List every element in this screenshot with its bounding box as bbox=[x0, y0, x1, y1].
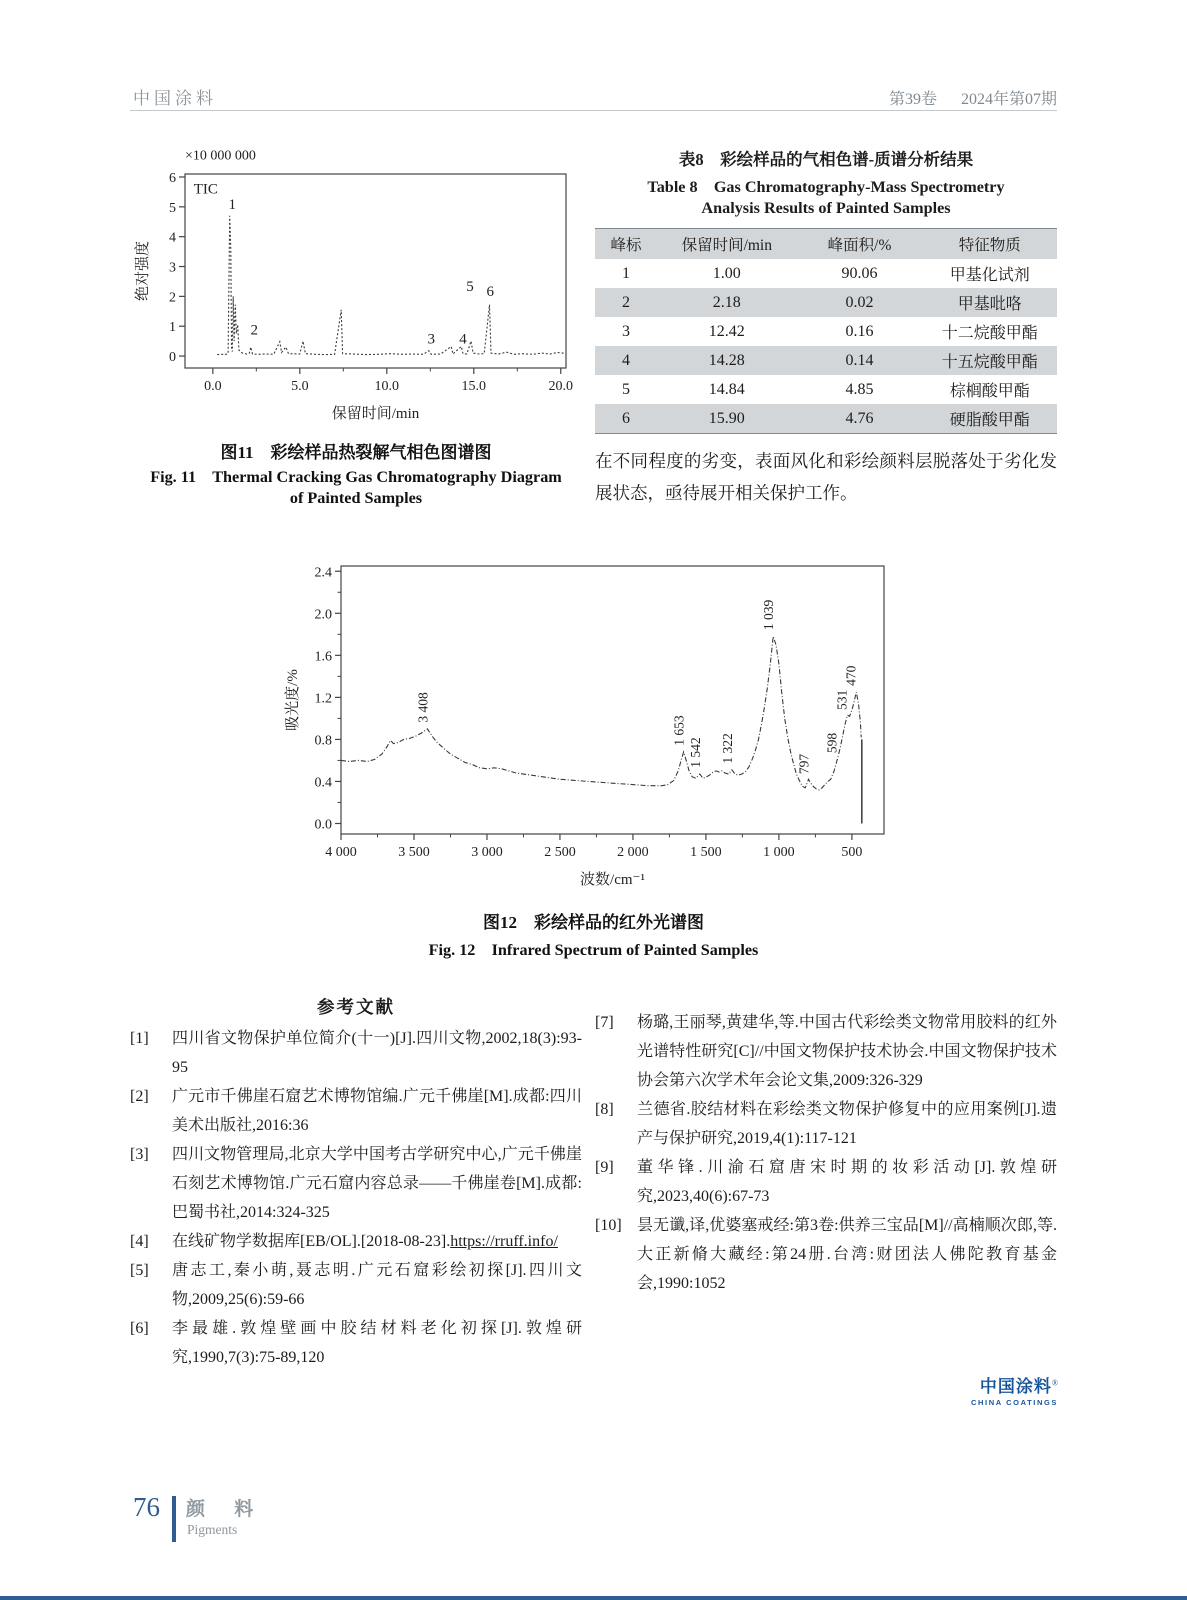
svg-text:2: 2 bbox=[250, 322, 258, 339]
cell-substance: 甲基化试剂 bbox=[949, 267, 1030, 284]
references-heading: 参考文献 bbox=[317, 997, 395, 1017]
reference-number: [5] bbox=[130, 1262, 149, 1279]
svg-text:保留时间/min: 保留时间/min bbox=[331, 406, 420, 422]
table8-title-en-line2: Analysis Results of Painted Samples bbox=[701, 199, 951, 217]
fig12-caption-cn: 图12 彩绘样品的红外光谱图 bbox=[483, 913, 704, 932]
reference-number: [7] bbox=[595, 1014, 614, 1031]
list-item bbox=[595, 1153, 1057, 1211]
svg-text:0.0: 0.0 bbox=[204, 379, 222, 394]
reference-text bbox=[172, 1227, 582, 1256]
svg-text:5.0: 5.0 bbox=[291, 379, 309, 394]
table-row bbox=[595, 288, 1057, 317]
reference-text: 李最雄.敦煌壁画中胶结材料老化初探[J].敦煌研究,1990,7(3):75-89,120 bbox=[172, 1320, 582, 1366]
fig12-caption-en: Fig. 12 Infrared Spectrum of Painted Samples bbox=[428, 941, 759, 959]
svg-text:2 500: 2 500 bbox=[544, 845, 576, 860]
reference-text: 董华锋.川渝石窟唐宋时期的妆彩活动[J].敦煌研究,2023,40(6):67-73 bbox=[637, 1159, 1057, 1205]
table-row bbox=[595, 375, 1057, 404]
table8 bbox=[595, 228, 1057, 434]
reference-url-link[interactable]: https://rruff.info/ bbox=[450, 1233, 558, 1250]
cell-peak: 1 bbox=[621, 264, 630, 282]
cell-retention: 14.84 bbox=[708, 380, 745, 398]
page-bottom-rule bbox=[0, 1596, 1187, 1600]
list-item bbox=[595, 1211, 1057, 1298]
svg-text:TIC: TIC bbox=[193, 181, 218, 198]
svg-text:531: 531 bbox=[834, 689, 850, 710]
reference-number: [1] bbox=[130, 1030, 149, 1047]
cell-peak: 6 bbox=[595, 404, 657, 434]
reference-number: [9] bbox=[595, 1159, 614, 1176]
references-left-column bbox=[130, 1024, 582, 1372]
china-coatings-logo bbox=[958, 1372, 1058, 1407]
svg-text:3 408: 3 408 bbox=[415, 692, 431, 723]
svg-text:波数/cm⁻¹: 波数/cm⁻¹ bbox=[580, 872, 645, 888]
cell-area: 0.02 bbox=[845, 293, 874, 311]
reference-text: 四川省文物保护单位简介(十一)[J].四川文物,2002,18(3):93-95 bbox=[172, 1030, 582, 1076]
svg-text:1 653: 1 653 bbox=[671, 715, 687, 746]
fig11-chromatogram-chart bbox=[133, 144, 580, 445]
table8-title-cn: 表8 彩绘样品的气相色谱-质谱分析结果 bbox=[678, 150, 974, 169]
svg-text:×10 000 000: ×10 000 000 bbox=[185, 148, 256, 164]
cell-substance: 十二烷酸甲酯 bbox=[941, 325, 1038, 342]
svg-text:1 000: 1 000 bbox=[763, 845, 795, 860]
svg-text:470: 470 bbox=[843, 665, 859, 686]
list-item bbox=[130, 1024, 582, 1082]
svg-text:4: 4 bbox=[169, 230, 176, 246]
table8-col-area: 峰面积/% bbox=[797, 229, 923, 260]
table-row bbox=[595, 317, 1057, 346]
cell-retention: 12.42 bbox=[708, 322, 745, 340]
svg-text:4: 4 bbox=[459, 331, 467, 348]
cell-peak: 4 bbox=[621, 351, 630, 369]
svg-text:绝对强度: 绝对强度 bbox=[135, 240, 151, 302]
table-row bbox=[595, 404, 1057, 434]
reference-text: 杨璐,王丽琴,黄建华,等.中国古代彩绘类文物常用胶料的红外光谱特性研究[C]//中国文物保护技术协会.中国文物保护技术协会第六次学术年会论文集,2009:326-329 bbox=[637, 1014, 1057, 1089]
svg-text:1 039: 1 039 bbox=[761, 599, 777, 631]
svg-text:1 500: 1 500 bbox=[690, 845, 722, 860]
svg-text:4 000: 4 000 bbox=[325, 845, 357, 860]
svg-text:1: 1 bbox=[169, 320, 176, 336]
svg-text:1 322: 1 322 bbox=[719, 733, 735, 764]
list-item bbox=[130, 1314, 582, 1372]
svg-text:1.2: 1.2 bbox=[314, 691, 332, 707]
header-rule bbox=[130, 110, 1057, 111]
table8-col-peak: 峰标 bbox=[595, 229, 657, 260]
cell-retention: 15.90 bbox=[657, 404, 797, 434]
cell-area: 4.76 bbox=[797, 404, 923, 434]
section-label-en: Pigments bbox=[187, 1522, 238, 1537]
svg-text:3: 3 bbox=[169, 260, 176, 276]
reference-number: [6] bbox=[130, 1320, 149, 1337]
list-item bbox=[595, 1095, 1057, 1153]
svg-text:3: 3 bbox=[427, 331, 435, 348]
svg-text:2.4: 2.4 bbox=[314, 565, 332, 581]
cell-substance: 甲基吡咯 bbox=[957, 296, 1022, 313]
footer-divider-bar bbox=[172, 1496, 176, 1542]
list-item bbox=[595, 1008, 1057, 1095]
reference-number: [10] bbox=[595, 1217, 622, 1234]
svg-text:2: 2 bbox=[169, 290, 176, 306]
reference-text: 兰德省.胶结材料在彩绘类文物保护修复中的应用案例[J].遗产与保护研究,2019,4(1):117-121 bbox=[637, 1101, 1057, 1147]
svg-text:598: 598 bbox=[824, 732, 840, 754]
cell-retention: 2.18 bbox=[712, 293, 741, 311]
reference-text: 广元市千佛崖石窟艺术博物馆编.广元千佛崖[M].成都:四川美术出版社,2016:36 bbox=[172, 1088, 582, 1134]
svg-text:1 542: 1 542 bbox=[687, 737, 703, 768]
reference-number: [8] bbox=[595, 1101, 614, 1118]
svg-text:0.4: 0.4 bbox=[314, 775, 332, 791]
issue-label: 2024年第07期 bbox=[960, 91, 1057, 108]
svg-text:500: 500 bbox=[841, 845, 863, 860]
table8-header-row bbox=[595, 229, 1057, 260]
logo-text-cn: 中国涂料 bbox=[979, 1377, 1052, 1396]
logo-text-en: CHINA COATINGS bbox=[971, 1398, 1058, 1407]
cell-retention: 14.28 bbox=[708, 351, 745, 369]
svg-text:3 500: 3 500 bbox=[398, 845, 430, 860]
page-number: 76 bbox=[133, 1492, 160, 1522]
reference-text: 昙无谶,译,优婆塞戒经:第3卷:供养三宝品[M]//高楠顺次郎,等.大正新脩大藏经:第24册.台湾:财团法人佛陀教育基金会,1990:1052 bbox=[637, 1217, 1057, 1292]
volume-label: 第39卷 bbox=[888, 91, 937, 108]
journal-name-header: 中国涂料 bbox=[133, 89, 217, 108]
section-label-cn: 颜 料 bbox=[186, 1499, 266, 1520]
svg-text:6: 6 bbox=[486, 283, 495, 300]
list-item bbox=[130, 1227, 582, 1256]
table-row bbox=[595, 259, 1057, 288]
svg-text:2.0: 2.0 bbox=[314, 607, 332, 623]
svg-text:0.8: 0.8 bbox=[314, 733, 332, 749]
svg-text:15.0: 15.0 bbox=[461, 379, 487, 394]
svg-text:吸光度/%: 吸光度/% bbox=[285, 669, 301, 731]
cell-peak: 2 bbox=[621, 293, 630, 311]
svg-text:10.0: 10.0 bbox=[374, 379, 400, 394]
table-row bbox=[595, 346, 1057, 375]
cell-substance: 十五烷酸甲酯 bbox=[941, 354, 1038, 371]
fig12-infrared-spectrum-chart bbox=[283, 552, 900, 909]
cell-retention: 1.00 bbox=[712, 264, 741, 282]
cell-area: 0.14 bbox=[845, 351, 874, 369]
list-item bbox=[130, 1140, 582, 1227]
fig11-caption-en-line2: of Painted Samples bbox=[289, 489, 423, 507]
list-item bbox=[130, 1082, 582, 1140]
svg-text:5: 5 bbox=[169, 200, 176, 216]
table8-col-retention: 保留时间/min bbox=[657, 229, 797, 260]
reference-text-part: 在线矿物学数据库[EB/OL].[2018-08-23]. bbox=[172, 1233, 451, 1250]
cell-substance: 棕榈酸甲酯 bbox=[949, 383, 1030, 400]
svg-text:20.0: 20.0 bbox=[548, 379, 574, 394]
svg-text:2 000: 2 000 bbox=[617, 845, 649, 860]
reference-number: [4] bbox=[130, 1233, 149, 1250]
cell-peak: 3 bbox=[621, 322, 630, 340]
references-right-column bbox=[595, 1008, 1057, 1298]
list-item bbox=[130, 1256, 582, 1314]
cell-area: 4.85 bbox=[845, 380, 874, 398]
svg-text:1.6: 1.6 bbox=[314, 649, 332, 665]
reference-number: [3] bbox=[130, 1146, 149, 1163]
fig11-caption-en-line1: Fig. 11 Thermal Cracking Gas Chromatography Diagram bbox=[150, 468, 562, 486]
cell-area: 0.16 bbox=[845, 322, 874, 340]
reference-number: [2] bbox=[130, 1088, 149, 1105]
svg-text:6: 6 bbox=[169, 170, 176, 186]
svg-text:1: 1 bbox=[228, 197, 237, 214]
fig11-caption-cn: 图11 彩绘样品热裂解气相色图谱图 bbox=[220, 443, 492, 462]
svg-text:5: 5 bbox=[466, 279, 474, 295]
cell-area: 90.06 bbox=[841, 264, 878, 282]
cell-substance: 硬脂酸甲酯 bbox=[922, 404, 1057, 434]
svg-text:3 000: 3 000 bbox=[471, 845, 503, 860]
cell-peak: 5 bbox=[621, 380, 630, 398]
svg-text:797: 797 bbox=[796, 753, 812, 775]
registered-trademark-icon: ® bbox=[1051, 1378, 1058, 1388]
table8-title-en-line1: Table 8 Gas Chromatography-Mass Spectrometry bbox=[647, 178, 1005, 196]
svg-text:0: 0 bbox=[169, 350, 176, 366]
reference-text: 唐志工,秦小萌,聂志明.广元石窟彩绘初探[J].四川文物,2009,25(6):59-66 bbox=[172, 1262, 582, 1308]
table8-col-substance: 特征物质 bbox=[922, 229, 1057, 260]
volume-issue-header bbox=[889, 86, 1057, 109]
reference-text: 四川文物管理局,北京大学中国考古学研究中心,广元千佛崖石刻艺术博物馆.广元石窟内容总录——千佛崖卷[M].成都:巴蜀书社,2014:324-325 bbox=[172, 1146, 582, 1221]
svg-text:0.0: 0.0 bbox=[314, 817, 332, 833]
body-paragraph: 在不同程度的劣变，表面风化和彩绘颜料层脱落处于劣化发展状态，亟待展开相关保护工作。 bbox=[595, 451, 1057, 503]
